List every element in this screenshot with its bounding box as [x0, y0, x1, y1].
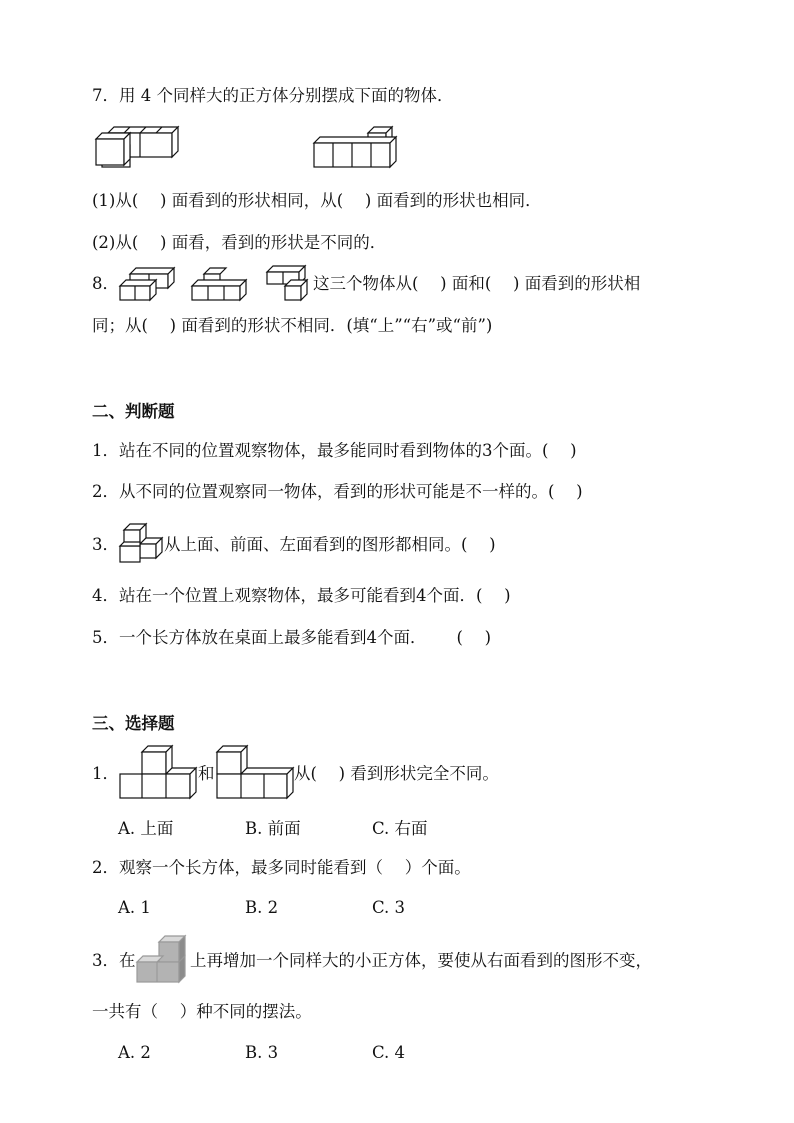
- choice-q2-option-c[interactable]: C. 3: [372, 898, 406, 917]
- judge-item-1: 1．站在不同的位置观察物体，最多能同时看到物体的3个面。( ): [92, 441, 577, 460]
- q8-text1: 这三个物体从( ) 面和( ) 面看到的形状相: [313, 274, 641, 293]
- choice-q2-option-b[interactable]: B. 2: [245, 898, 279, 917]
- choice-q1-figure-a: [120, 744, 200, 800]
- q7-line1: (1)从( ) 面看到的形状相同，从( ) 面看到的形状也相同．: [92, 191, 542, 210]
- choice-q3-figure: [137, 934, 189, 986]
- q7-line2: (2)从( ) 面看，看到的形状是不同的．: [92, 233, 387, 252]
- choice-q2-option-a[interactable]: A. 1: [118, 898, 151, 917]
- choice-q1-option-c[interactable]: C. 右面: [372, 819, 428, 838]
- q7-figure-right: [312, 125, 402, 170]
- section2-heading: 二、判断题: [92, 402, 175, 421]
- q8-figure-3: [265, 264, 313, 302]
- judge-item-3-figure: [118, 522, 164, 566]
- choice-q2-text: 2．观察一个长方体，最多同时能看到（ ）个面。: [92, 858, 471, 877]
- judge-item-3: 从上面、前面、左面看到的图形都相同。( ): [164, 535, 496, 554]
- choice-q3-line2: 一共有（ ）种不同的摆法。: [92, 1002, 312, 1021]
- choice-q3-option-c[interactable]: C. 4: [372, 1043, 406, 1062]
- section3-heading: 三、选择题: [92, 714, 175, 733]
- q8-figure-1: [118, 266, 178, 302]
- choice-q1-option-a[interactable]: A. 上面: [118, 819, 174, 838]
- judge-item-4: 4．站在一个位置上观察物体，最多可能看到4个面．( ): [92, 586, 511, 605]
- choice-q3-option-b[interactable]: B. 3: [245, 1043, 279, 1062]
- judge-item-5: 5．一个长方体放在桌面上最多能看到4个面． ( ): [92, 628, 492, 647]
- choice-q3-option-a[interactable]: A. 2: [118, 1043, 151, 1062]
- choice-q1-and: 和: [198, 764, 215, 783]
- q7-figure-left: [92, 125, 187, 170]
- choice-q1-text: 从( ) 看到形状完全不同。: [294, 764, 499, 783]
- judge-item-2: 2．从不同的位置观察同一物体，看到的形状可能是不一样的。( ): [92, 482, 583, 501]
- q8-figure-2: [190, 266, 250, 302]
- q7-title: 7．用 4 个同样大的正方体分别摆成下面的物体．: [92, 86, 454, 105]
- q8-number: 8．: [92, 274, 119, 293]
- q8-text2: 同；从( ) 面看到的形状不相同．(填“上”“右”或“前”): [92, 316, 493, 335]
- choice-q1-figure-b: [217, 744, 297, 800]
- judge-item-3-number: 3．: [92, 535, 119, 554]
- choice-q3-text: 上再增加一个同样大的小正方体，要使从右面看到的图形不变，: [190, 951, 652, 970]
- choice-q1-number: 1．: [92, 764, 119, 783]
- choice-q3-lead: 3．在: [92, 951, 136, 970]
- choice-q1-option-b[interactable]: B. 前面: [245, 819, 301, 838]
